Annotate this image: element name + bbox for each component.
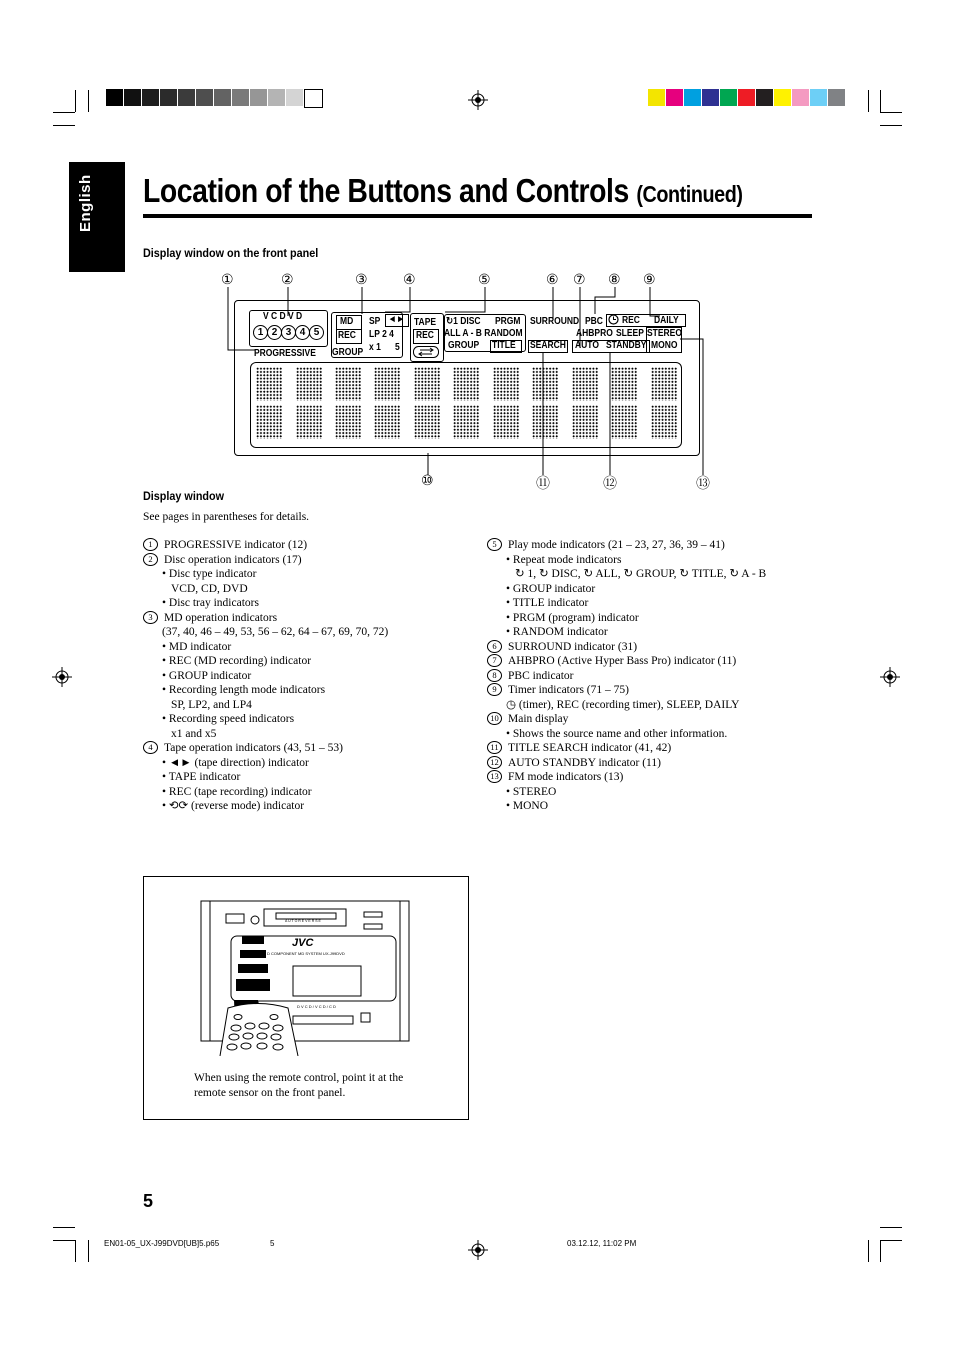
list-item-text: • MD indicator xyxy=(162,640,232,653)
list-item-number: 7 xyxy=(487,654,502,667)
list-item-text: PROGRESSIVE indicator (12) xyxy=(164,539,308,551)
disc-tray-icon: 4 xyxy=(295,325,310,340)
list-item-text: • GROUP indicator xyxy=(506,582,596,595)
dot-matrix-character xyxy=(651,367,677,401)
registration-target-icon xyxy=(52,667,72,687)
page-title-suffix: (Continued) xyxy=(636,181,743,207)
list-item xyxy=(487,596,766,611)
list-item xyxy=(487,799,766,814)
timer-clock-icon xyxy=(608,314,619,325)
list-item-text: SURROUND indicator (31) xyxy=(508,640,638,653)
list-item xyxy=(487,712,766,727)
timer-rec-indicator: REC xyxy=(622,315,640,326)
standby-indicator: STANDBY xyxy=(606,340,647,351)
dot-matrix-character xyxy=(611,367,637,401)
list-item xyxy=(487,553,766,568)
list-item xyxy=(487,611,766,626)
disc-tray-icon: 5 xyxy=(309,325,324,340)
list-item-text: Disc operation indicators (17) xyxy=(164,553,302,566)
list-item xyxy=(487,785,766,800)
list-item-number: 6 xyxy=(487,640,502,653)
list-item-number: 3 xyxy=(143,611,158,624)
list-item-number: 8 xyxy=(487,669,502,682)
list-item-text: AUTO STANDBY indicator (11) xyxy=(508,756,661,769)
crop-mark xyxy=(880,1240,881,1262)
list-item-text: AHBPRO (Active Hyper Bass Pro) indicator (11) xyxy=(508,655,737,667)
list-item-text: • Disc type indicator xyxy=(162,568,257,580)
crop-mark xyxy=(53,1240,75,1241)
disc-tray-icon: 1 xyxy=(253,325,268,340)
list-item-text: • TAPE indicator xyxy=(162,771,241,783)
list-item-number: 9 xyxy=(487,683,502,696)
list-item-text: ↻ 1, ↻ DISC, ↻ ALL, ↻ GROUP, ↻ TITLE, ↻ A - B xyxy=(515,568,767,580)
list-item xyxy=(487,625,766,640)
surround-indicator: SURROUND xyxy=(530,316,580,327)
list-item xyxy=(143,698,388,713)
list-item-text: • REC (tape recording) indicator xyxy=(162,785,312,798)
footer-date: 03.12.12, 11:02 PM xyxy=(567,1239,637,1248)
list-item-text: • ⟲⟳ (reverse mode) indicator xyxy=(162,800,305,812)
dot-matrix-character xyxy=(335,367,361,401)
list-item xyxy=(143,712,388,727)
list-item-text: • Repeat mode indicators xyxy=(506,553,622,566)
list-item xyxy=(487,640,766,655)
list-item xyxy=(487,741,766,756)
list-item xyxy=(487,756,766,771)
list-item xyxy=(487,770,766,785)
list-item-number: 4 xyxy=(143,741,158,754)
dot-matrix-character xyxy=(296,367,322,401)
list-item-text: MD operation indicators xyxy=(164,611,278,624)
list-item-text: ◷ (timer), REC (recording timer), SLEEP, DAILY xyxy=(506,698,740,711)
section-heading-display-window: Display window xyxy=(143,489,225,503)
right-indicator-list xyxy=(487,538,766,814)
x1-indicator: x 1 xyxy=(369,342,381,353)
list-item xyxy=(143,799,388,814)
list-item-text: • PRGM (program) indicator xyxy=(506,611,639,624)
callout-number: ⑩ xyxy=(421,474,434,489)
list-item xyxy=(143,741,388,756)
list-item-text: (37, 40, 46 – 49, 53, 56 – 62, 64 – 67, 69, 70, 72) xyxy=(162,626,389,638)
language-tab-label: English xyxy=(77,174,94,232)
list-item xyxy=(143,596,388,611)
section-heading-front-panel: Display window on the front panel xyxy=(143,246,319,260)
callout-number: ⑨ xyxy=(643,273,656,288)
section-note: See pages in parentheses for details. xyxy=(143,511,310,523)
callout-number: ⑦ xyxy=(573,273,586,288)
dot-matrix-character xyxy=(493,405,519,439)
dot-matrix-character xyxy=(493,367,519,401)
dot-matrix-character xyxy=(335,405,361,439)
callout-number: ⑪ xyxy=(536,477,550,492)
list-item-text: • Shows the source name and other information. xyxy=(506,727,728,740)
list-item-text: • MONO xyxy=(506,800,549,812)
play-group-indicator: GROUP xyxy=(448,340,480,351)
auto-reverse-text: A U T O R E V E R S E xyxy=(285,919,321,923)
one-disc-label: 1 DISC xyxy=(453,316,481,327)
callout-number: ① xyxy=(221,273,234,288)
dot-matrix-character xyxy=(414,367,440,401)
dot-matrix-character xyxy=(256,367,282,401)
list-item-text: Play mode indicators (21 – 23, 27, 36, 39 – 41) xyxy=(508,539,725,551)
md-indicator: MD xyxy=(340,316,354,327)
list-item xyxy=(487,698,766,713)
list-item-number: 11 xyxy=(487,741,502,754)
tape-rec-indicator: REC xyxy=(416,330,434,341)
registration-target-icon xyxy=(880,667,900,687)
crop-mark xyxy=(53,1227,75,1228)
list-item xyxy=(143,669,388,684)
dot-matrix-character xyxy=(572,367,598,401)
list-item-number: 13 xyxy=(487,770,502,783)
list-item-number: 12 xyxy=(487,756,502,769)
daily-indicator: DAILY xyxy=(654,315,679,326)
list-item-text: • Disc tray indicators xyxy=(162,597,259,609)
ahbpro-indicator: AHBPRO xyxy=(576,328,613,339)
remote-caption: When using the remote control, point it at the remote sensor on the front panel. xyxy=(194,1072,404,1099)
list-item-text: Main display xyxy=(508,713,569,725)
reverse-mode-icon xyxy=(413,346,439,358)
list-item-number: 1 xyxy=(143,538,158,551)
list-item xyxy=(143,538,388,553)
list-item xyxy=(487,654,766,669)
callout-number: ⑫ xyxy=(603,477,617,492)
list-item-number: 5 xyxy=(487,538,502,551)
tape-direction-indicator: ◄► xyxy=(388,314,405,325)
dot-matrix-character xyxy=(532,405,558,439)
list-item xyxy=(143,582,388,597)
dot-matrix-character xyxy=(532,367,558,401)
list-item-text: SP, LP2, and LP4 xyxy=(171,698,252,711)
page-title-main: Location of the Buttons and Controls xyxy=(143,172,629,209)
repeat-one-disc-indicator: ↻1 DISC xyxy=(446,316,481,327)
list-item xyxy=(487,683,766,698)
dot-matrix-character xyxy=(453,367,479,401)
sleep-indicator: SLEEP xyxy=(616,328,644,339)
list-item xyxy=(143,785,388,800)
list-item-text: • Recording speed indicators xyxy=(162,713,295,725)
progressive-indicator: PROGRESSIVE xyxy=(254,348,316,359)
list-item-text: Tape operation indicators (43, 51 – 53) xyxy=(164,742,343,754)
list-item xyxy=(143,654,388,669)
disc-tray-icon: 3 xyxy=(281,325,296,340)
disc-tray-icon: 2 xyxy=(267,325,282,340)
list-item xyxy=(143,770,388,785)
crop-mark xyxy=(88,1240,89,1262)
disc-type-indicator: V C D V D xyxy=(263,311,303,322)
list-item xyxy=(487,538,766,553)
jvc-logo: JVC xyxy=(292,937,314,949)
callout-number: ② xyxy=(281,273,294,288)
list-item-text: PBC indicator xyxy=(508,669,574,682)
footer-page: 5 xyxy=(270,1239,275,1248)
footer-filename: EN01-05_UX-J99DVD[UB]5.p65 xyxy=(104,1239,220,1248)
callout-number: ⑧ xyxy=(608,273,621,288)
list-item xyxy=(143,625,388,640)
title-indicator: TITLE xyxy=(492,340,516,351)
pbc-indicator: PBC xyxy=(585,316,603,327)
list-item-text: • STEREO xyxy=(506,785,557,798)
list-item-number: 10 xyxy=(487,712,502,725)
list-item-text: • REC (MD recording) indicator xyxy=(162,655,312,667)
mono-indicator: MONO xyxy=(651,340,678,351)
crop-mark xyxy=(880,1240,902,1241)
list-item xyxy=(143,756,388,771)
device-model-text: D COMPONENT MD SYSTEM UX-J99DVD xyxy=(267,951,345,956)
list-item-text: FM mode indicators (13) xyxy=(508,771,624,783)
auto-indicator: AUTO xyxy=(575,340,599,351)
page-number: 5 xyxy=(143,1191,154,1211)
list-item-text: • ◄► (tape direction) indicator xyxy=(162,756,309,769)
list-item xyxy=(143,553,388,568)
list-item xyxy=(487,669,766,684)
md-group-indicator: GROUP xyxy=(332,347,364,358)
dot-matrix-character xyxy=(651,405,677,439)
dot-matrix-character xyxy=(374,367,400,401)
x5-indicator: 5 xyxy=(395,342,400,353)
callout-number: ⑤ xyxy=(478,273,491,288)
left-indicator-list xyxy=(143,538,388,814)
dot-matrix-character xyxy=(453,405,479,439)
list-item-text: • GROUP indicator xyxy=(162,669,252,682)
dot-matrix-character xyxy=(374,405,400,439)
crop-mark xyxy=(880,1227,902,1228)
crop-mark xyxy=(868,1240,869,1262)
list-item-text: • Recording length mode indicators xyxy=(162,684,326,696)
callout-number: ③ xyxy=(355,273,368,288)
dot-matrix-character xyxy=(256,405,282,439)
list-item xyxy=(487,582,766,597)
search-indicator: SEARCH xyxy=(530,340,566,351)
list-item xyxy=(143,611,388,626)
list-item xyxy=(487,727,766,742)
tape-indicator: TAPE xyxy=(414,317,437,328)
list-item-text: TITLE SEARCH indicator (41, 42) xyxy=(508,742,672,754)
list-item-text: VCD, CD, DVD xyxy=(171,582,248,595)
list-item xyxy=(487,567,766,582)
prgm-indicator: PRGM xyxy=(495,316,521,327)
list-item xyxy=(143,683,388,698)
crop-mark xyxy=(75,1240,76,1262)
dot-matrix-character xyxy=(611,405,637,439)
registration-target-icon xyxy=(468,1240,488,1260)
callout-number: ⑥ xyxy=(546,273,559,288)
sp-indicator: SP xyxy=(369,316,381,327)
stereo-indicator: STEREO xyxy=(647,328,682,339)
list-item xyxy=(143,640,388,655)
dot-matrix-character xyxy=(414,405,440,439)
lp-indicator: LP 2 4 xyxy=(369,329,394,340)
md-rec-indicator: REC xyxy=(338,330,356,341)
list-item xyxy=(143,567,388,582)
list-item-text: Timer indicators (71 – 75) xyxy=(508,684,629,696)
all-ab-random-indicator: ALL A - B RANDOM xyxy=(444,328,523,339)
list-item xyxy=(143,727,388,742)
dot-matrix-character xyxy=(572,405,598,439)
callout-number: ⑬ xyxy=(696,477,710,492)
list-item-text: x1 and x5 xyxy=(171,727,217,740)
dot-matrix-character xyxy=(296,405,322,439)
list-item-number: 2 xyxy=(143,553,158,566)
callout-number: ④ xyxy=(403,273,416,288)
list-item-text: • TITLE indicator xyxy=(506,597,589,609)
list-item-text: • RANDOM indicator xyxy=(506,626,608,638)
vcd-text: D V C D / V C D / C D xyxy=(297,1004,336,1009)
